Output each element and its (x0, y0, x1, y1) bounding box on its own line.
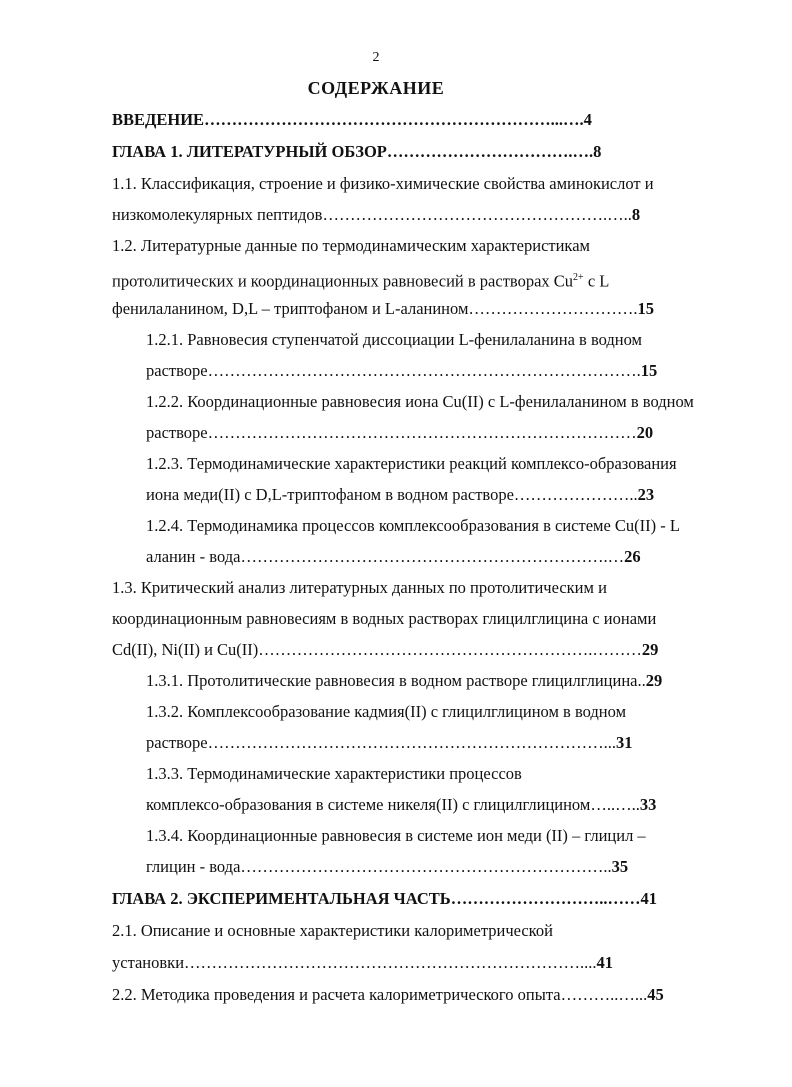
toc-line: 1.3.3. Термодинамические характеристики процессов (146, 764, 522, 783)
toc-line: иона меди(II) с D,L-триптофаном в водном растворе…………………..23 (146, 485, 655, 504)
toc-line: ВВЕДЕНИЕ………………………………………………………...….4 (112, 110, 592, 129)
toc-line: аланин - вода………………………………………………………….…26 (146, 547, 641, 566)
toc-line: установки………………………………………………………………....41 (112, 953, 614, 972)
toc-line: 1.1. Классификация, строение и физико-химические свойства аминокислот и (112, 174, 654, 193)
toc-title: СОДЕРЖАНИЕ (307, 78, 445, 98)
toc-line: ГЛАВА 1. ЛИТЕРАТУРНЫЙ ОБЗОР…………………………….….8 (112, 142, 602, 161)
toc-line: координационным равновесиям в водных растворах глицилглицина с ионами (112, 609, 657, 628)
toc-line: 1.3.2. Комплексообразование кадмия(II) с глицилглицином в водном (146, 702, 627, 721)
toc-line: Cd(II), Ni(II) и Cu(II)…………………………………………………….………29 (112, 640, 659, 659)
toc-line: растворе……………………………………………………………………20 (146, 423, 654, 442)
toc-line: 1.2.2. Координационные равновесия иона Cu(II) с L-фенилаланином в водном (146, 392, 694, 411)
toc-line: растворе………………………………………………………………...31 (146, 733, 633, 752)
toc-line: 1.2.1. Равновесия ступенчатой диссоциации L-фенилаланина в водном (146, 330, 642, 349)
toc-line: протолитических и координационных равновесий в растворах $Cu^{2+}$ с L (112, 271, 610, 291)
toc-line: 2.2. Методика проведения и расчета калориметрического опыта………..…...45 (112, 985, 664, 1004)
toc-line: растворе…………………………………………………………………….15 (146, 361, 658, 380)
toc-line: 1.3. Критический анализ литературных данных по протолитическим и (112, 578, 607, 597)
toc-line: 1.2. Литературные данные по термодинамическим характеристикам (112, 236, 590, 255)
toc-line: 1.2.3. Термодинамические характеристики реакций комплексо-образования (146, 454, 677, 473)
toc-line: комплексо-образования в системе никеля(II) с глицилглицином…..…..33 (146, 795, 657, 814)
toc-line: низкомолекулярных пептидов…………………………………………….…..8 (112, 205, 641, 224)
toc-line: 1.3.1. Протолитические равновесия в водном растворе глицилглицина..29 (146, 671, 663, 690)
toc-line: ГЛАВА 2. ЭКСПЕРИМЕНТАЛЬНАЯ ЧАСТЬ………………………..……41 (112, 889, 657, 908)
toc-line: фенилаланином, D,L – триптофаном и L-аланином………………………….15 (112, 299, 655, 318)
toc-line: 2.1. Описание и основные характеристики калориметрической (112, 921, 553, 940)
toc-line: глицин - вода…………………………………………………………..35 (146, 857, 629, 876)
page-number: 2 (372, 50, 380, 65)
toc-line: 1.3.4. Координационные равновесия в системе ион меди (II) – глицил – (146, 826, 646, 845)
toc-line: 1.2.4. Термодинамика процессов комплексообразования в системе Cu(II) - L (146, 516, 680, 535)
